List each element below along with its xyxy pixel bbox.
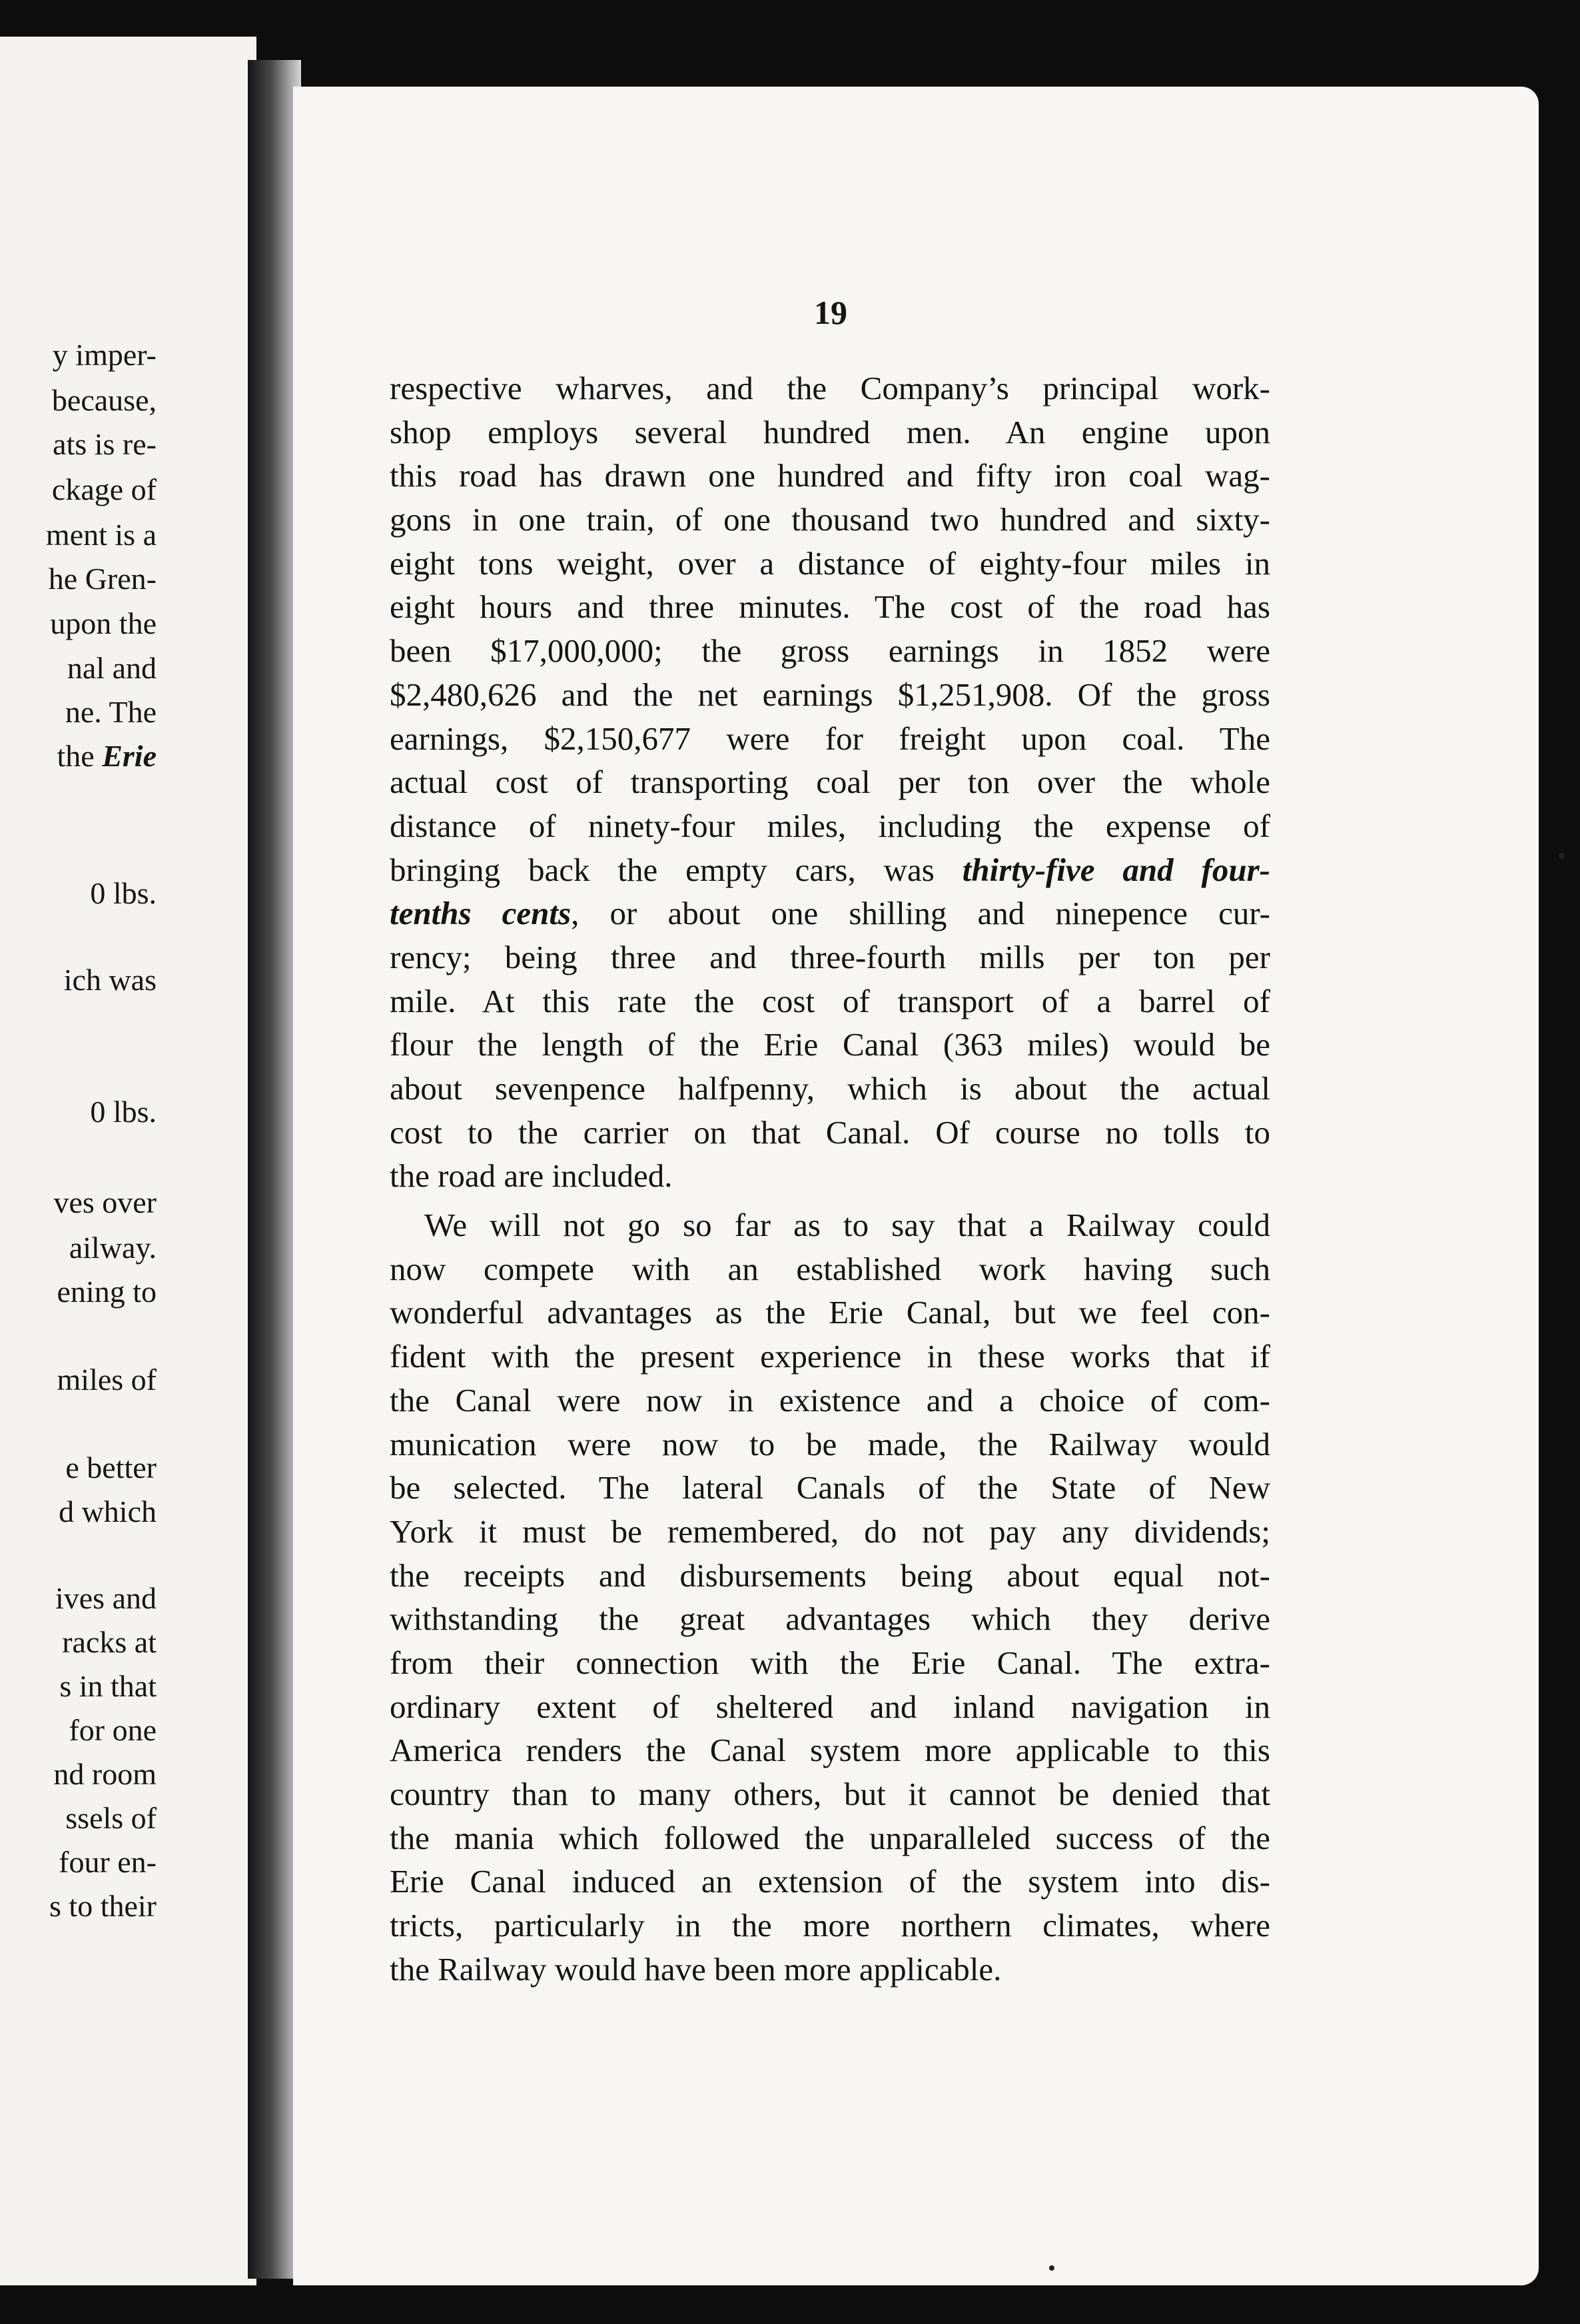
text-line: $2,480,626 and the net earnings $1,251,908. Of the gross xyxy=(390,676,1270,713)
text-line: about sevenpence halfpenny, which is about the actual xyxy=(390,1070,1270,1107)
text-line: been $17,000,000; the gross earnings in 1852 were xyxy=(390,632,1270,670)
previous-page xyxy=(0,37,256,2285)
text-line: York it must be remembered, do not pay any dividends; xyxy=(390,1512,1270,1550)
previous-page-fragment: s to their xyxy=(49,1889,157,1923)
text-line: tenths cents, or about one shilling and ninepence cur- xyxy=(390,895,1271,932)
text-line: mile. At this rate the cost of transport of a barrel of xyxy=(390,982,1270,1019)
text-line: America renders the Canal system more applicable to this xyxy=(390,1732,1270,1769)
text-line: withstanding the great advantages which they derive xyxy=(390,1600,1270,1638)
text-line: flour the length of the Erie Canal (363 miles) would be xyxy=(390,1026,1270,1063)
previous-page-fragment: e better xyxy=(65,1451,157,1484)
previous-page-fragment: for one xyxy=(69,1713,157,1747)
previous-page-fragment: ats is re- xyxy=(53,427,157,461)
text-line: the Canal were now in existence and a choice of com- xyxy=(390,1381,1270,1419)
text-line: gons in one train, of one thousand two hundred and sixty- xyxy=(390,501,1270,538)
text-line: now compete with an established work having such xyxy=(390,1250,1270,1287)
previous-page-fragment: nd room xyxy=(53,1757,157,1791)
text-line: respective wharves, and the Company’s principal work- xyxy=(390,370,1270,406)
previous-page-fragment: ening to xyxy=(57,1275,157,1309)
text-line: the receipts and disbursements being about equal not- xyxy=(390,1556,1270,1594)
paper-speck xyxy=(1049,2265,1054,2271)
text-line: ordinary extent of sheltered and inland navigation in xyxy=(390,1688,1270,1725)
previous-page-fragment: nal and xyxy=(67,651,157,685)
text-line: eight hours and three minutes. The cost of the road has xyxy=(390,588,1270,626)
previous-page-fragment: ssels of xyxy=(65,1801,157,1835)
page-number: 19 xyxy=(814,294,847,331)
text-line: this road has drawn one hundred and fifty iron coal wag- xyxy=(390,457,1270,494)
previous-page-fragment: ment is a xyxy=(45,518,157,552)
previous-page-fragment: ailway. xyxy=(69,1231,157,1265)
text-line: distance of ninety-four miles, including the expense of xyxy=(390,807,1270,844)
text-line: the mania which followed the unparalleled success of the xyxy=(390,1819,1270,1856)
text-line: Erie Canal induced an extension of the system into dis- xyxy=(390,1863,1270,1900)
text-line: shop employs several hundred men. An engine upon xyxy=(390,413,1270,450)
previous-page-fragment: s in that xyxy=(59,1669,157,1703)
text-line: rency; being three and three-fourth mills per ton per xyxy=(390,938,1270,975)
paragraph-1 xyxy=(390,366,1270,848)
previous-page-fragment: four en- xyxy=(59,1845,157,1879)
text-line: be selected. The lateral Canals of the State of New xyxy=(390,1469,1270,1506)
page-body xyxy=(390,366,1270,1991)
text-line: bringing back the empty cars, was thirty-five and four- xyxy=(390,851,1270,888)
text-line: cost to the carrier on that Canal. Of course no tolls to xyxy=(390,1113,1270,1151)
previous-page-fragment: ckage of xyxy=(51,472,157,506)
text-line: country than to many others, but it cannot be denied that xyxy=(390,1776,1270,1812)
previous-page-fragment: the Erie xyxy=(57,739,157,773)
text-line: We will not go so far as to say that a Railway could xyxy=(424,1207,1270,1244)
text-line: eight tons weight, over a distance of eighty-four miles in xyxy=(390,544,1270,582)
previous-page-fragment: ives and xyxy=(55,1581,157,1615)
paragraph-1-continued xyxy=(390,935,1270,1198)
previous-page-fragment: because, xyxy=(51,383,157,417)
previous-page-fragment: 0 lbs. xyxy=(90,1095,157,1129)
paper-speck xyxy=(1559,853,1565,859)
text-line: the road are included. xyxy=(390,1157,673,1195)
previous-page-fragment: ne. The xyxy=(65,695,157,729)
text-line: munication were now to be made, the Railway would xyxy=(390,1425,1270,1462)
previous-page-fragment: ich was xyxy=(63,963,157,997)
previous-page-fragment: y imper- xyxy=(52,338,157,372)
emphasis: thirty-five and four- xyxy=(962,851,1270,888)
text-line: earnings, $2,150,677 were for freight upon coal. The xyxy=(390,720,1270,757)
text-line: wonderful advantages as the Erie Canal, but we feel con- xyxy=(390,1294,1270,1331)
previous-page-fragment: 0 lbs. xyxy=(90,876,157,910)
text-line: actual cost of transporting coal per ton over the whole xyxy=(390,764,1270,801)
text-line: fident with the present experience in these works that if xyxy=(390,1338,1270,1375)
text-line: the Railway would have been more applicable. xyxy=(390,1950,1002,1988)
emphasis: tenths cents xyxy=(390,895,572,932)
previous-page-fragment: upon the xyxy=(50,606,157,640)
previous-page-fragment: racks at xyxy=(62,1625,157,1659)
previous-page-fragment: ves over xyxy=(53,1185,157,1219)
previous-page-fragment: miles of xyxy=(57,1363,157,1397)
text-line: from their connection with the Erie Canal. The extra- xyxy=(390,1644,1270,1681)
previous-page-fragment: d which xyxy=(59,1494,157,1528)
previous-page-fragment: he Gren- xyxy=(48,562,157,596)
text-line: tricts, particularly in the more northern climates, where xyxy=(390,1907,1270,1944)
paragraph-2 xyxy=(390,1203,1270,1991)
